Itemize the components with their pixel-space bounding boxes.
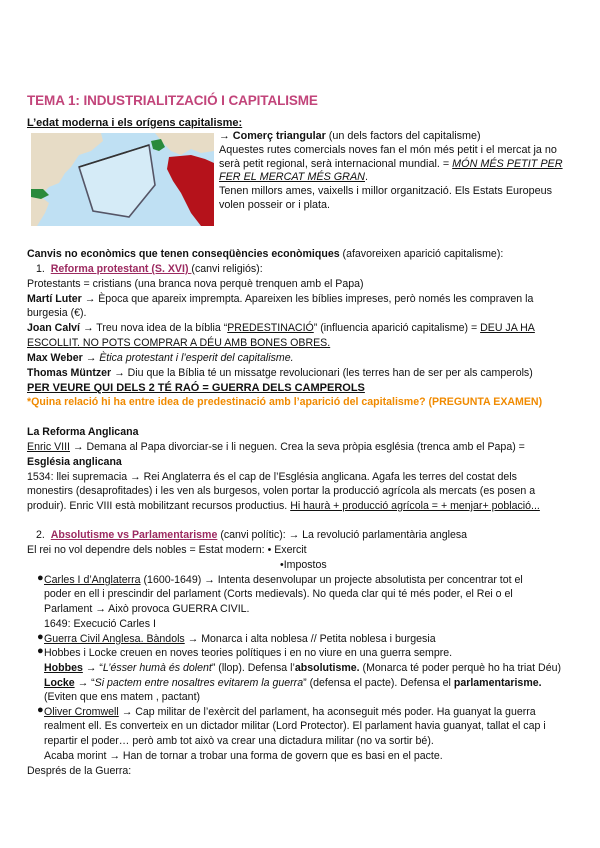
absolutisme-rest: (canvi polític): → La revolució parlamentària anglesa [217, 529, 468, 541]
exam-question: *Quina relació hi ha entre idea de predestinació amb l’aparició del capitalisme? (PREGUNTA EXAMEN) [27, 396, 543, 408]
hobbes-name: Hobbes [44, 662, 83, 674]
section-subtitle: L’edat moderna i els orígens capitalisme: [27, 117, 243, 129]
locke-a: → “ [74, 677, 95, 689]
hobbes-b: ” (llop). Defensa l’ [211, 662, 295, 674]
cromwell-name: Oliver Cromwell [44, 706, 119, 718]
list-item-absolutisme [36, 528, 467, 542]
absolutisme-title: Absolutisme vs Parlamentarisme [50, 529, 218, 541]
hobbes-a: → “ [82, 662, 103, 674]
anglicana-line-4: monestirs (desaprofitades) i les ven als burgesos, volen portar la producció agrícola als mercats (es posen a [27, 485, 536, 497]
civil-war-line [44, 632, 436, 646]
weber-line [27, 351, 294, 365]
anglicana-l5b: Hi haurà + producció agrícola = + menjar+ població... [290, 500, 540, 512]
triangular-trade-map [31, 133, 214, 226]
impostos-line: •Impostos [280, 559, 327, 571]
comerc-line-5: volen posseir or i plata. [219, 198, 331, 211]
comerc-label: → Comerç triangular [219, 130, 326, 142]
guerra-camperols: PER VEURE QUI DELS 2 TÉ RAÓ = GUERRA DELS CAMPEROLS [27, 382, 365, 394]
muntzer-line [27, 366, 533, 380]
calvi-name: Joan Calví [27, 322, 80, 334]
hobbes-locke-intro: Hobbes i Locke creuen en noves teories polítiques i en no viure en una guerra sempre. [44, 647, 453, 659]
muntzer-name: Thomas Müntzer [27, 367, 112, 379]
luter-line-2: burgesia (€). [27, 307, 87, 319]
anglicana-l5a: produir). Enric VIII està mobilitzant recursos productius. [27, 500, 291, 512]
canvis-head-rest: (afavoreixen aparició capitalisme): [339, 248, 504, 260]
canvis-heading [27, 247, 503, 261]
comerc-line-1: Aquestes rutes comercials noves fan el món més petit i el mercat ja no [219, 143, 557, 156]
estat-modern-line: El rei no vol dependre dels nobles = Estat modern: • Exercit [27, 544, 307, 556]
calvi-predestinacio: PREDESTINACIÓ [227, 322, 314, 334]
hobbes-line [44, 661, 561, 675]
anglicana-line-5 [27, 499, 540, 513]
hobbes-c: (Monarca té poder perquè ho ha triat Déu) [359, 662, 562, 674]
locke-name: Locke [44, 677, 75, 689]
comerc-emph-end: . [364, 171, 368, 184]
comerc-emph-2: FER EL MERCAT MÉS GRAN [219, 171, 365, 184]
carles-line-3: Parlament → Això provoca GUERRA CIVIL. [44, 603, 250, 615]
page-title: TEMA 1: INDUSTRIALITZACIÓ I CAPITALISME [27, 93, 318, 108]
bullet-icon: ● [37, 631, 44, 643]
carles-name: Carles I d’Anglaterra [44, 574, 141, 586]
civil-war-text: → Monarca i alta noblesa // Petita noblesa i burgesia [184, 633, 436, 645]
triangular-trade-text [219, 130, 579, 213]
cromwell-line-2: realment ell. Es converteix en un dictador militar (Lord Protector). El parlament havia guanyat, tallat el cap i [44, 720, 546, 732]
carles-line-2: poder en ell i prescindir del parlament (Corts medievals). No queda clar qui té més poder, el Rei o el [44, 588, 513, 600]
calvi-text: → Treu nova idea de la bíblia “ [80, 322, 228, 334]
anglicana-line-3: 1534: llei supremacia → Rei Anglaterra és el cap de l’Església anglicana. Agafa les terres del costat dels [27, 471, 517, 483]
calvi-end: DEU JA HA [480, 322, 535, 334]
weber-name: Max Weber [27, 352, 83, 364]
locke-line [44, 676, 542, 690]
luter-text: → Època que apareix imprempta. Apareixen les bíblies impreses, però només les compraven la [81, 293, 534, 305]
luter-line [27, 292, 533, 306]
cromwell-text: → Cap militar de l’exèrcit del parlament, ha aconseguit més poder. Ha guanyat la guerra [118, 706, 536, 718]
anglicana-line-1 [27, 440, 525, 454]
luter-name: Martí Luter [27, 293, 82, 305]
anglicana-heading: La Reforma Anglicana [27, 426, 139, 438]
list-item-reforma [36, 262, 263, 276]
civil-war-name: Guerra Civil Anglesa. Bàndols [44, 633, 185, 645]
carles-line [44, 573, 523, 587]
hobbes-quote: L’ésser humà és dolent [102, 662, 212, 674]
locke-quote: Si pactem entre nosaltres evitarem la guerra [94, 677, 304, 689]
list-number-2: 2. [36, 529, 45, 541]
carles-line-4: 1649: Execució Carles I [44, 618, 156, 630]
enric-text: → Demana al Papa divorciar-se i li neguen. Crea la seva pròpia església (trenca amb el Papa) = [69, 441, 525, 453]
locke-parlamentarisme: parlamentarisme. [453, 677, 542, 689]
hobbes-absolutisme: absolutisme. [294, 662, 360, 674]
comerc-line-2: serà petit regional, serà internacional mundial. = [219, 157, 453, 170]
anglicana-line-2: Església anglicana [27, 456, 122, 468]
enric-name: Enric VIII [27, 441, 70, 453]
reforma-protestant-title: Reforma protestant (S. XVI) [50, 263, 192, 275]
carles-text: (1600-1649) → Intenta desenvolupar un projecte absolutista per concentrar tot el [140, 574, 523, 586]
weber-text: → Ètica protestant i l’esperit del capitalisme. [82, 352, 294, 364]
locke-line-2: (Eviten que ens matem , pactant) [44, 691, 201, 703]
cromwell-line-3: repartir el poder… però amb tot això va crear una dictadura militar (no va sortir bé). [44, 735, 434, 747]
list-number: 1. [36, 263, 45, 275]
calvi-line [27, 321, 535, 335]
calvi-line-2: ESCOLLIT. NO POTS COMPRAR A DÉU AMB BONES OBRES. [27, 337, 331, 349]
cromwell-line-4: Acaba morint → Han de tornar a trobar una forma de govern que es basi en el pacte. [44, 750, 443, 762]
bullet-icon: ● [37, 645, 44, 657]
canvis-head: Canvis no econòmics que tenen conseqüències econòmiques [27, 248, 340, 260]
comerc-line-4: Tenen millors ames, vaixells i millor organització. Els Estats Europeus [219, 185, 553, 198]
bullet-icon: ● [37, 572, 44, 584]
locke-b: ” (defensa el pacte). Defensa el [303, 677, 454, 689]
comerc-emph-1: MÓN MÉS PETIT PER [452, 157, 563, 170]
comerc-label-rest: (un dels factors del capitalisme) [325, 130, 481, 142]
reforma-rest: (canvi religiós): [191, 263, 263, 275]
cromwell-line [44, 705, 536, 719]
despres-line: Després de la Guerra: [27, 765, 132, 777]
protestants-line: Protestants = cristians (una branca nova perquè trenquen amb el Papa) [27, 278, 364, 290]
calvi-mid: ” (influencia aparició capitalisme) = [313, 322, 481, 334]
bullet-icon: ● [37, 704, 44, 716]
muntzer-text: → Diu que la Bíblia té un missatge revolucionari (les terres han de ser per als camperols) [111, 367, 533, 379]
